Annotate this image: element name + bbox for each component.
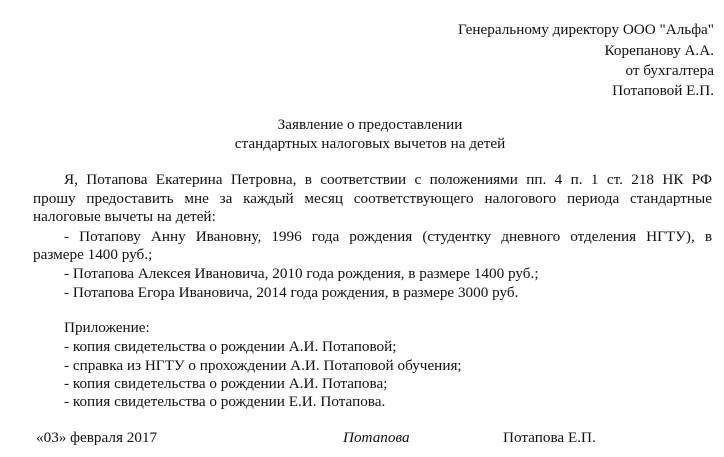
child-3: - Потапова Егора Ивановича, 2014 года рождения, в размере 3000 руб. (64, 284, 519, 301)
document-date: «03» февраля 2017 (36, 429, 158, 446)
addressee-line-2: Корепанову А.А. (604, 42, 714, 59)
title-line-2: стандартных налоговых вычетов на детей (234, 135, 506, 152)
child-1-line-2: размере 1400 руб.; (33, 246, 153, 263)
attachment-item: - копия свидетельства о рождении Е.И. Потапова. (64, 393, 386, 410)
attachment-item: - копия свидетельства о рождении А.И. Потапова; (64, 375, 388, 392)
addressee-line-4: Потаповой Е.П. (612, 82, 714, 99)
attachments-heading: Приложение: (64, 319, 150, 336)
addressee-line-3: от бухгалтера (625, 62, 714, 79)
child-2: - Потапова Алексея Ивановича, 2010 года рождения, в размере 1400 руб.; (64, 265, 539, 282)
signature: Потапова (343, 429, 410, 446)
addressee-line-1: Генеральному директору ООО "Альфа" (458, 21, 714, 38)
title-line-1: Заявление о предоставлении (277, 116, 463, 133)
attachment-item: - копия свидетельства о рождении А.И. Потаповой; (64, 338, 397, 355)
body-line-2: прошу предоставить мне за каждый месяц соответствующего налогового периода стандартные (33, 190, 712, 207)
child-1-line-1: - Потапову Анну Ивановну, 1996 года рождения (студентку дневного отделения НГТУ), в (64, 228, 712, 245)
body-line-3: налоговые вычеты на детей: (33, 208, 216, 225)
signer-name: Потапова Е.П. (503, 429, 596, 446)
body-line-1: Я, Потапова Екатерина Петровна, в соответствии с положениями пп. 4 п. 1 ст. 218 НК РФ (64, 171, 712, 188)
attachment-item: - справка из НГТУ о прохождении А.И. Потаповой обучения; (64, 357, 462, 374)
